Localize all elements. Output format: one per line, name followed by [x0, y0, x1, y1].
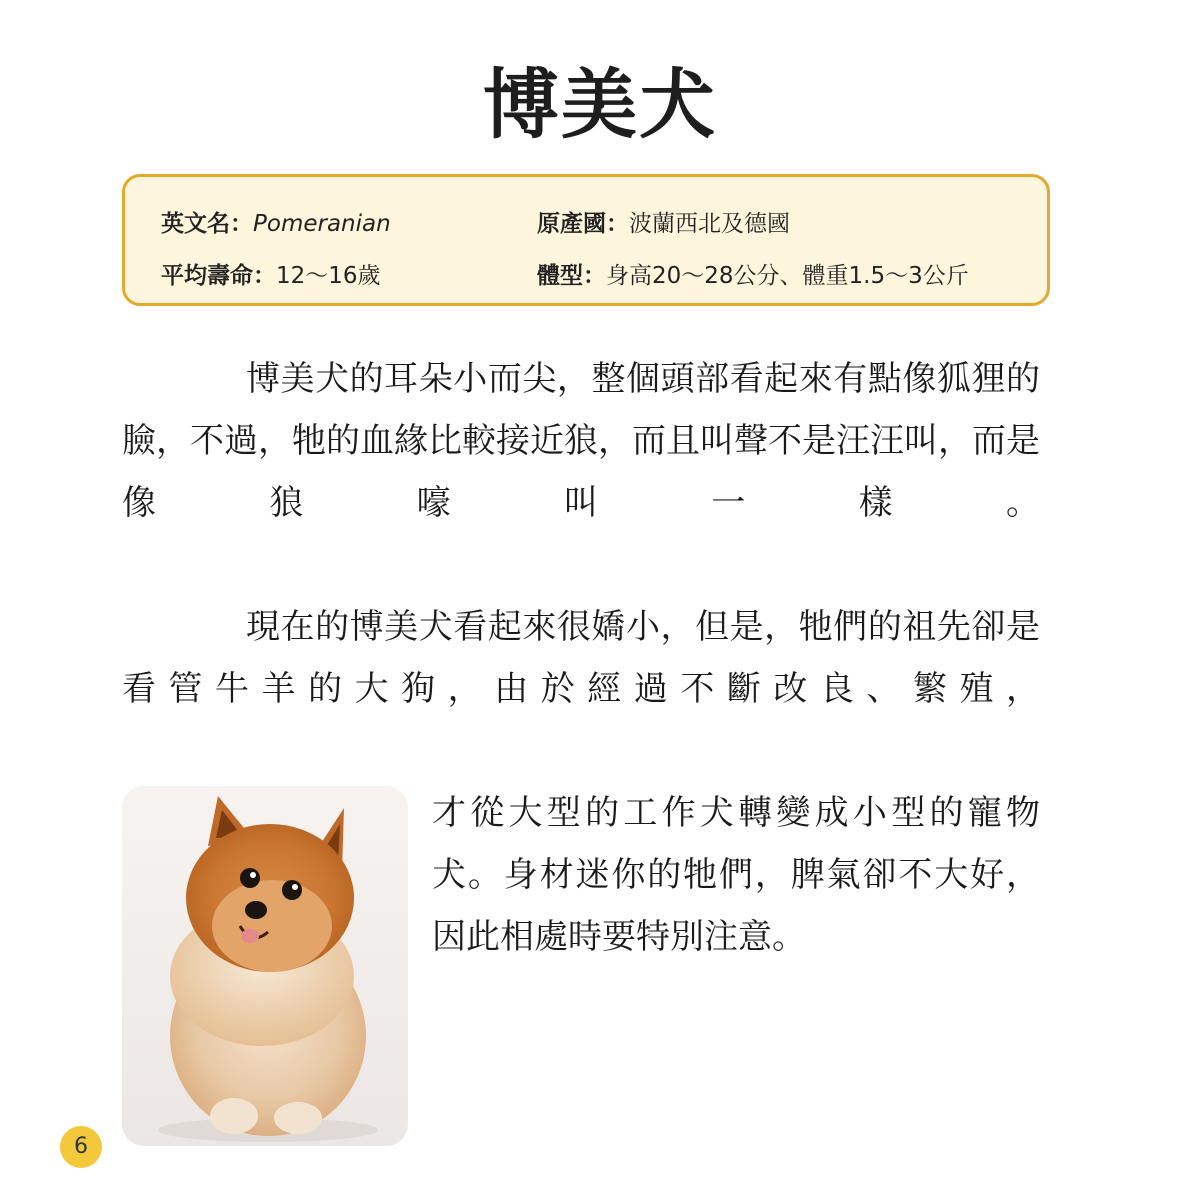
lifespan-label: 平均壽命：: [161, 263, 276, 289]
size-value: 身高20～28公分、體重1.5～3公斤: [606, 263, 969, 289]
origin-value: 波蘭西北及德國: [629, 211, 790, 237]
english-name-value: Pomeranian: [253, 211, 391, 237]
size-row: [537, 257, 969, 290]
paragraph-two-top-text: 現在的博美犬看起來很嬌小，但是，牠們的祖先卻是看管牛羊的大狗，由於經過不斷改良、繁殖，: [122, 607, 1040, 709]
lifespan-value: 12～16歲: [276, 263, 381, 289]
english-name-label: 英文名：: [161, 211, 253, 237]
origin-row: [537, 205, 790, 238]
paragraph-two-wrap: [432, 782, 1040, 968]
info-box: [122, 174, 1050, 306]
lifespan-row: [161, 257, 381, 290]
pomeranian-dog-illustration: [122, 786, 408, 1146]
size-label: 體型：: [537, 263, 606, 289]
page-title: 博美犬: [483, 60, 717, 149]
paragraph-two-top: [122, 596, 1040, 720]
page-number-badge: 6: [60, 1126, 102, 1168]
pomeranian-photo: [122, 786, 408, 1146]
paragraph-two-wrap-text: 才從大型的工作犬轉變成小型的寵物犬。身材迷你的牠們，脾氣卻不大好，因此相處時要特別注意。: [432, 793, 1040, 957]
paragraph-one: [122, 348, 1040, 534]
paragraph-one-text: 博美犬的耳朵小而尖，整個頭部看起來有點像狐狸的臉，不過，牠的血緣比較接近狼，而且叫聲不是汪汪叫，而是像狼嚎叫一樣。: [122, 359, 1040, 523]
origin-label: 原產國：: [537, 211, 629, 237]
english-name-row: [161, 205, 391, 238]
